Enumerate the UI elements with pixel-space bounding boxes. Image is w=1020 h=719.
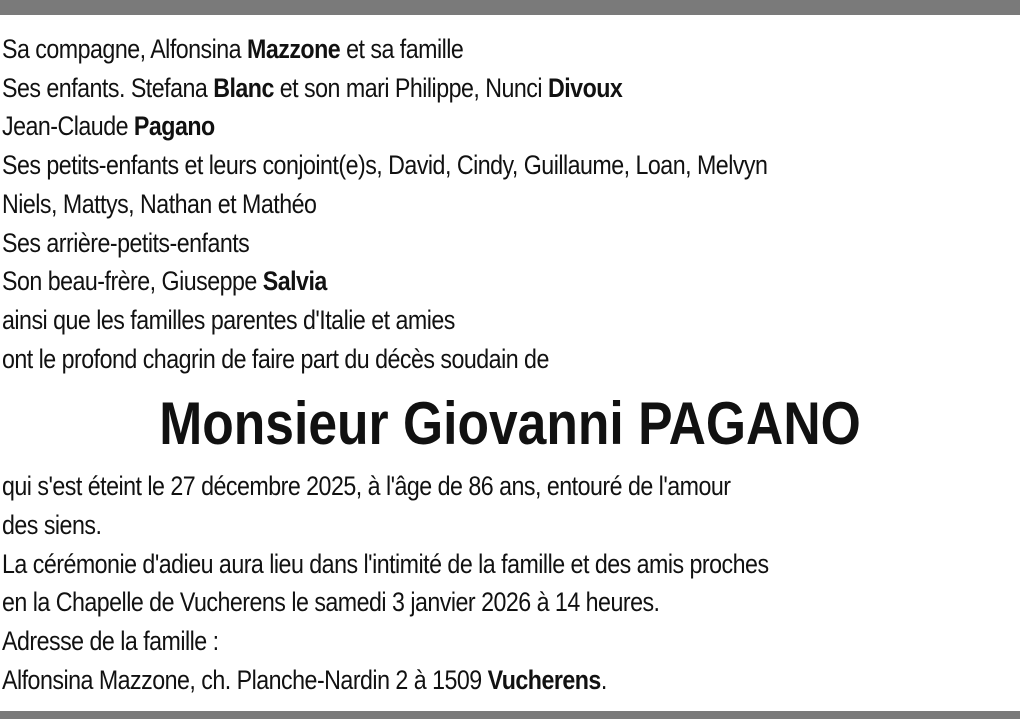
family-line-6: Ses arrière-petits-enfants	[2, 227, 250, 258]
text-span: Jean-Claude	[2, 111, 134, 142]
text-span: Sa compagne, Alfonsina	[2, 34, 248, 64]
details-line-1: qui s'est éteint le 27 décembre 2025, à l'âge de 86 ans, entouré de l'amour	[2, 471, 731, 502]
bold-surname: Divoux	[547, 72, 623, 103]
family-line-4: Ses petits-enfants et leurs conjoint(e)s, David, Cindy, Guillaume, Loan, Melvyn	[2, 150, 768, 181]
text-span: et sa famille	[340, 34, 464, 64]
family-line-9: ont le profond chagrin de faire part du décès soudain de	[2, 343, 549, 374]
text-span: Son beau-frère, Giuseppe	[2, 266, 263, 297]
text-span: et son mari Philippe, Nunci	[273, 72, 548, 103]
family-line-5: Niels, Mattys, Nathan et Mathéo	[2, 188, 317, 219]
family-line-7	[2, 262, 876, 301]
details-line-6	[2, 661, 876, 700]
family-line-1	[2, 30, 876, 69]
bold-place: Vucherens	[487, 664, 601, 695]
bottom-rule	[0, 711, 1020, 719]
deceased-name: Monsieur Giovanni PAGANO	[159, 390, 861, 458]
text-span: Alfonsina Mazzone, ch. Planche-Nardin 2 à 1509	[2, 664, 488, 695]
details-line-3: La cérémonie d'adieu aura lieu dans l'intimité de la famille et des amis proches	[2, 548, 769, 579]
bold-surname: Pagano	[133, 111, 215, 142]
details-line-2: des siens.	[2, 510, 102, 541]
obituary-notice	[2, 30, 1018, 700]
bold-surname: Salvia	[262, 266, 327, 297]
details-line-5: Adresse de la famille :	[2, 626, 219, 657]
family-line-2	[2, 69, 876, 108]
text-span: .	[600, 664, 607, 695]
bold-surname: Mazzone	[247, 34, 341, 64]
top-rule	[0, 0, 1020, 15]
text-span: Ses enfants. Stefana	[2, 72, 214, 103]
family-line-3	[2, 107, 876, 146]
details-line-4: en la Chapelle de Vucherens le samedi 3 janvier 2026 à 14 heures.	[2, 587, 660, 618]
family-line-8: ainsi que les familles parentes d'Italie et amies	[2, 304, 455, 335]
bold-surname: Blanc	[213, 72, 274, 103]
